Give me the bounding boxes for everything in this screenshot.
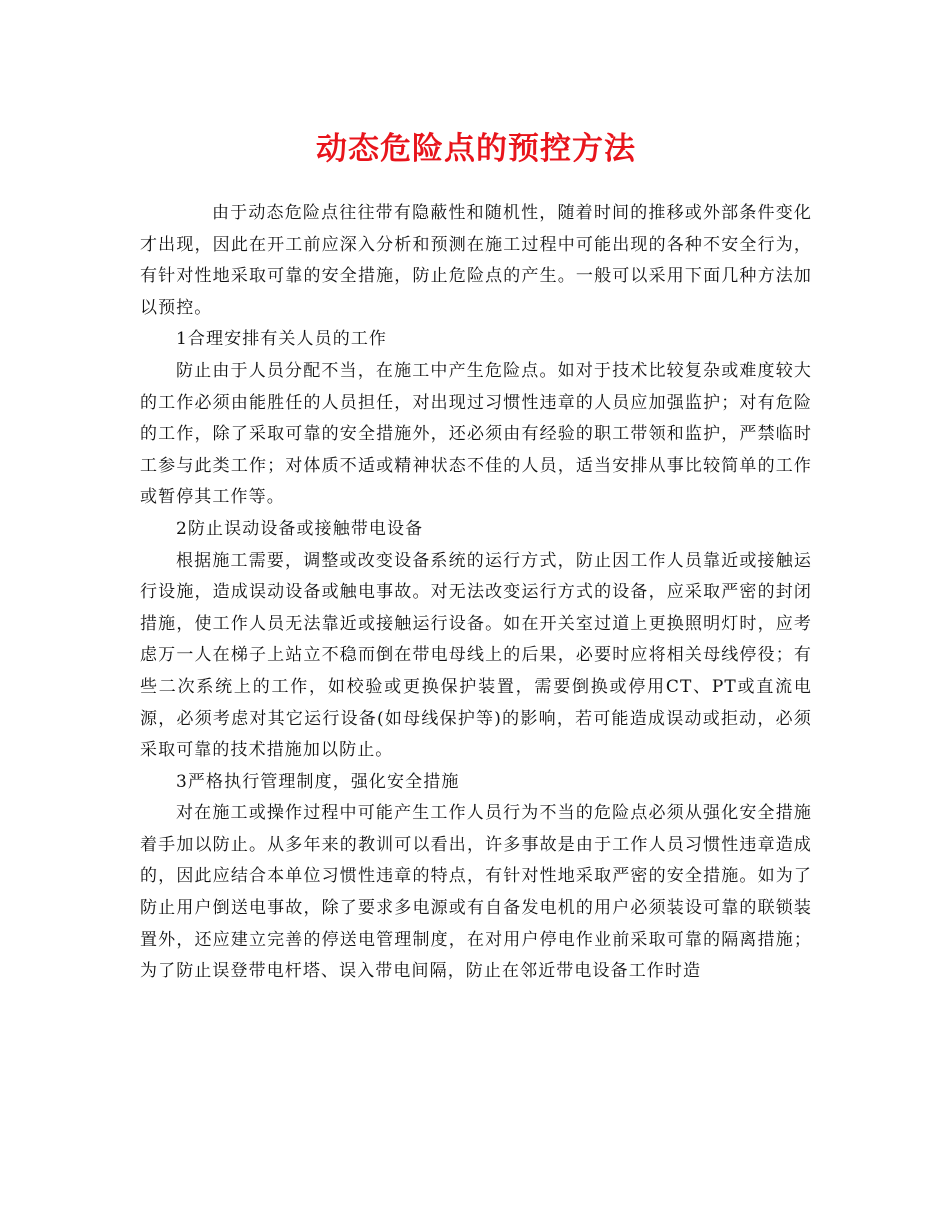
section-2-body: 根据施工需要，调整或改变设备系统的运行方式，防止因工作人员靠近或接触运行设施，造成误动设备或触电事故。对无法改变运行方式的设备，应采取严密的封闭措施，使工作人员无法靠近或接触运行设备。如在开关室过道上更换照明灯时，应考虑万一人在梯子上站立不稳而倒在带电母线上的后果，必要时应将相关母线停役；有些二次系统上的工作，如校验或更换保护装置，需要倒换或停用CT、PT或直流电源，必须考虑对其它运行设备(如母线保护等)的影响，若可能造成误动或拒动，必须采取可靠的技术措施加以防止。 xyxy=(140,550,812,761)
section-3-body: 对在施工或操作过程中可能产生工作人员行为不当的危险点必须从强化安全措施着手加以防止。从多年来的教训可以看出，许多事故是由于工作人员习惯性违章造成的，因此应结合本单位习惯性违章的特点，有针对性地采取严密的安全措施。如为了防止用户倒送电事故，除了要求多电源或有自备发电机的用户必须装设可靠的联锁装置外，还应建立完善的停送电管理制度，在对用户停电作业前采取可靠的隔离措施；为了防止误登带电杆塔、误入带电间隔，防止在邻近带电设备工作时造 xyxy=(140,803,812,982)
section-2-heading: 2防止误动设备或接触带电设备 xyxy=(176,518,424,539)
document-title: 动态危险点的预控方法 xyxy=(316,131,636,167)
document-page xyxy=(140,120,812,988)
section-1-heading: 1合理安排有关人员的工作 xyxy=(176,329,388,350)
section-1-body: 防止由于人员分配不当，在施工中产生危险点。如对于技术比较复杂或难度较大的工作必须由能胜任的人员担任，对出现过习惯性违章的人员应加强监护；对有危险的工作，除了采取可靠的安全措施外，还必须由有经验的职工带领和监护，严禁临时工参与此类工作；对体质不适或精神状态不佳的人员，适当安排从事比较简单的工作或暂停其工作等。 xyxy=(140,360,812,508)
section-3-heading: 3严格执行管理制度，强化安全措施 xyxy=(176,771,460,792)
intro-paragraph: 由于动态危险点往往带有隐蔽性和随机性，随着时间的推移或外部条件变化才出现，因此在开工前应深入分析和预测在施工过程中可能出现的各种不安全行为，有针对性地采取可靠的安全措施，防止危险点的产生。一般可以采用下面几种方法加以预控。 xyxy=(140,203,812,318)
